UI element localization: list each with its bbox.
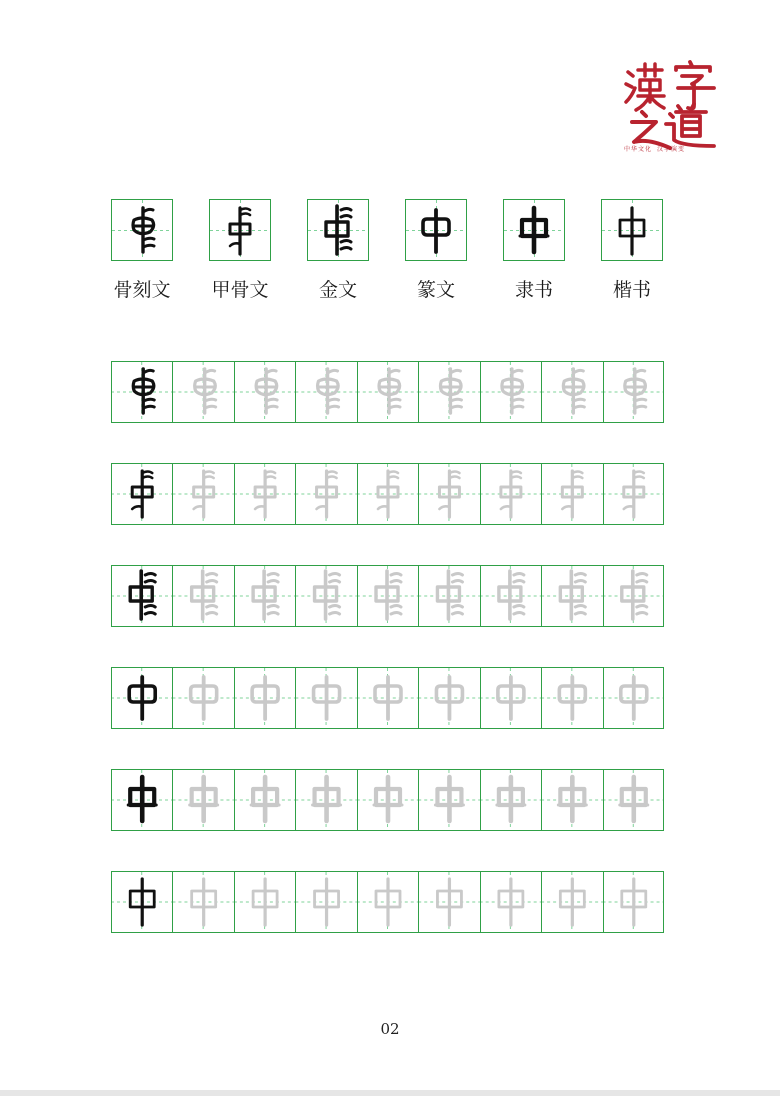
practice-cell (295, 668, 356, 728)
zhong-character-glyph (440, 369, 461, 413)
practice-cell (111, 362, 172, 422)
script-sample-lishu (503, 199, 565, 302)
zhong-character-glyph (497, 777, 525, 821)
zhong-character-glyph (499, 571, 524, 619)
page-number: 02 (380, 1020, 400, 1038)
practice-grid (111, 361, 664, 423)
logo-subtitle-right: 汉字演变 (657, 146, 686, 153)
zhong-character-glyph (622, 571, 647, 619)
practice-cell (418, 668, 479, 728)
practice-cell (111, 770, 172, 830)
hanzi-zhidao-logo (620, 58, 720, 158)
practice-cell (418, 464, 479, 524)
zhuanwen-zhong-glyph (406, 200, 466, 260)
zhong-character-glyph (559, 677, 585, 719)
practice-cell (418, 566, 479, 626)
practice-cell (541, 362, 602, 422)
zhong-character-glyph (128, 777, 156, 821)
zhong-character-glyph (251, 777, 279, 821)
practice-row-kaishu (111, 871, 664, 933)
practice-grid (111, 667, 664, 729)
zhong-character-glyph (314, 677, 340, 719)
script-label: 金文 (318, 279, 357, 301)
practice-grid (111, 769, 664, 831)
zhong-character-glyph (191, 677, 217, 719)
practice-cell (172, 668, 233, 728)
script-sample-box (601, 199, 663, 261)
practice-cell (234, 464, 295, 524)
script-sample-guke (111, 199, 173, 302)
practice-cell (234, 362, 295, 422)
practice-cell (295, 566, 356, 626)
practice-cell (357, 770, 418, 830)
zhong-character-glyph (313, 777, 341, 821)
zhong-character-glyph (558, 777, 586, 821)
script-label: 甲骨文 (211, 279, 269, 301)
zhong-character-glyph (499, 879, 523, 925)
zhong-character-glyph (437, 879, 461, 925)
script-label: 隶书 (514, 279, 553, 301)
zhong-character-glyph (621, 677, 647, 719)
practice-cell (541, 770, 602, 830)
lishu-zhong-glyph (504, 200, 564, 260)
practice-cell (357, 668, 418, 728)
zhong-character-glyph (252, 677, 278, 719)
zhong-character-glyph (195, 369, 216, 413)
zhong-character-glyph (130, 879, 154, 925)
practice-cell (295, 464, 356, 524)
zhong-character-glyph (133, 369, 154, 413)
script-label: 篆文 (416, 279, 455, 301)
practice-cell (480, 566, 541, 626)
logo-subtitle (624, 144, 720, 153)
practice-grid (111, 463, 664, 525)
practice-cell (172, 872, 233, 932)
zhong-character-glyph (560, 571, 585, 619)
practice-cell (480, 770, 541, 830)
zhong-character-glyph (374, 777, 402, 821)
practice-cell (111, 872, 172, 932)
zhong-character-glyph (379, 369, 400, 413)
practice-cell (603, 566, 664, 626)
script-sample-box (111, 199, 173, 261)
practice-cell (480, 362, 541, 422)
practice-cell (541, 872, 602, 932)
practice-cell (603, 362, 664, 422)
script-label: 骨刻文 (113, 279, 171, 301)
practice-cell (603, 872, 664, 932)
zhong-character-glyph (563, 369, 584, 413)
practice-cell (480, 464, 541, 524)
jinwen-zhong-glyph (308, 200, 368, 260)
zhong-character-glyph (315, 879, 339, 925)
practice-cell (418, 872, 479, 932)
zhong-character-glyph (502, 369, 523, 413)
zhong-character-glyph (253, 879, 277, 925)
practice-cell (172, 362, 233, 422)
zhong-character-glyph (560, 879, 584, 925)
zhong-character-glyph (192, 571, 217, 619)
zhong-character-glyph (192, 879, 216, 925)
practice-cell (172, 566, 233, 626)
zhong-character-glyph (129, 677, 155, 719)
practice-row-guke (111, 361, 664, 423)
practice-row-lishu (111, 769, 664, 831)
practice-cell (234, 668, 295, 728)
script-sample-zhuanwen (405, 199, 467, 302)
logo-subtitle-left: 中华文化 (624, 146, 653, 153)
practice-row-jinwen (111, 565, 664, 627)
script-sample-box (503, 199, 565, 261)
practice-cell (234, 872, 295, 932)
practice-cell (357, 872, 418, 932)
practice-grid (111, 565, 664, 627)
zhong-character-glyph (376, 571, 401, 619)
script-sample-jinwen (307, 199, 369, 302)
script-label: 楷书 (612, 279, 651, 301)
practice-cell (603, 770, 664, 830)
zhong-character-glyph (253, 571, 278, 619)
practice-cell (541, 668, 602, 728)
practice-cell (541, 464, 602, 524)
practice-cell (111, 566, 172, 626)
practice-cell (603, 464, 664, 524)
practice-cell (418, 770, 479, 830)
practice-cell (480, 668, 541, 728)
script-sample-jiaguwen (209, 199, 271, 302)
zhong-character-glyph (436, 677, 462, 719)
practice-cell (357, 464, 418, 524)
practice-cell (357, 566, 418, 626)
zhong-character-glyph (625, 369, 646, 413)
practice-cell (172, 770, 233, 830)
script-sample-kaishu (601, 199, 663, 302)
kaishu-zhong-glyph (602, 200, 662, 260)
zhong-character-glyph (375, 677, 401, 719)
practice-cell (295, 362, 356, 422)
practice-cell (234, 770, 295, 830)
zhong-character-glyph (326, 206, 351, 254)
practice-cell (111, 668, 172, 728)
zhong-character-glyph (256, 369, 277, 413)
zhong-character-glyph (437, 571, 462, 619)
guke-zhong-glyph (112, 200, 172, 260)
zhong-character-glyph (318, 369, 339, 413)
practice-cell (295, 872, 356, 932)
zhong-character-glyph (315, 571, 340, 619)
practice-grid (111, 871, 664, 933)
practice-cell (234, 566, 295, 626)
practice-cell (357, 362, 418, 422)
zhong-character-glyph (190, 777, 218, 821)
practice-cell (541, 566, 602, 626)
practice-cell (603, 668, 664, 728)
zhong-character-glyph (622, 879, 646, 925)
practice-row-zhuanwen (111, 667, 664, 729)
practice-row-jiaguwen (111, 463, 664, 525)
zhong-character-glyph (435, 777, 463, 821)
script-sample-box (307, 199, 369, 261)
page-bottom-edge (0, 1090, 780, 1096)
zhong-character-glyph (130, 571, 155, 619)
script-sample-box (209, 199, 271, 261)
practice-cell (418, 362, 479, 422)
practice-cell (172, 464, 233, 524)
practice-cell (295, 770, 356, 830)
jiaguwen-zhong-glyph (210, 200, 270, 260)
logo-calligraphy (620, 58, 720, 158)
zhong-character-glyph (498, 677, 524, 719)
zhong-character-glyph (620, 777, 648, 821)
zhong-character-glyph (376, 879, 400, 925)
practice-cell (480, 872, 541, 932)
practice-cell (111, 464, 172, 524)
script-sample-box (405, 199, 467, 261)
zhong-character-glyph (133, 208, 154, 252)
